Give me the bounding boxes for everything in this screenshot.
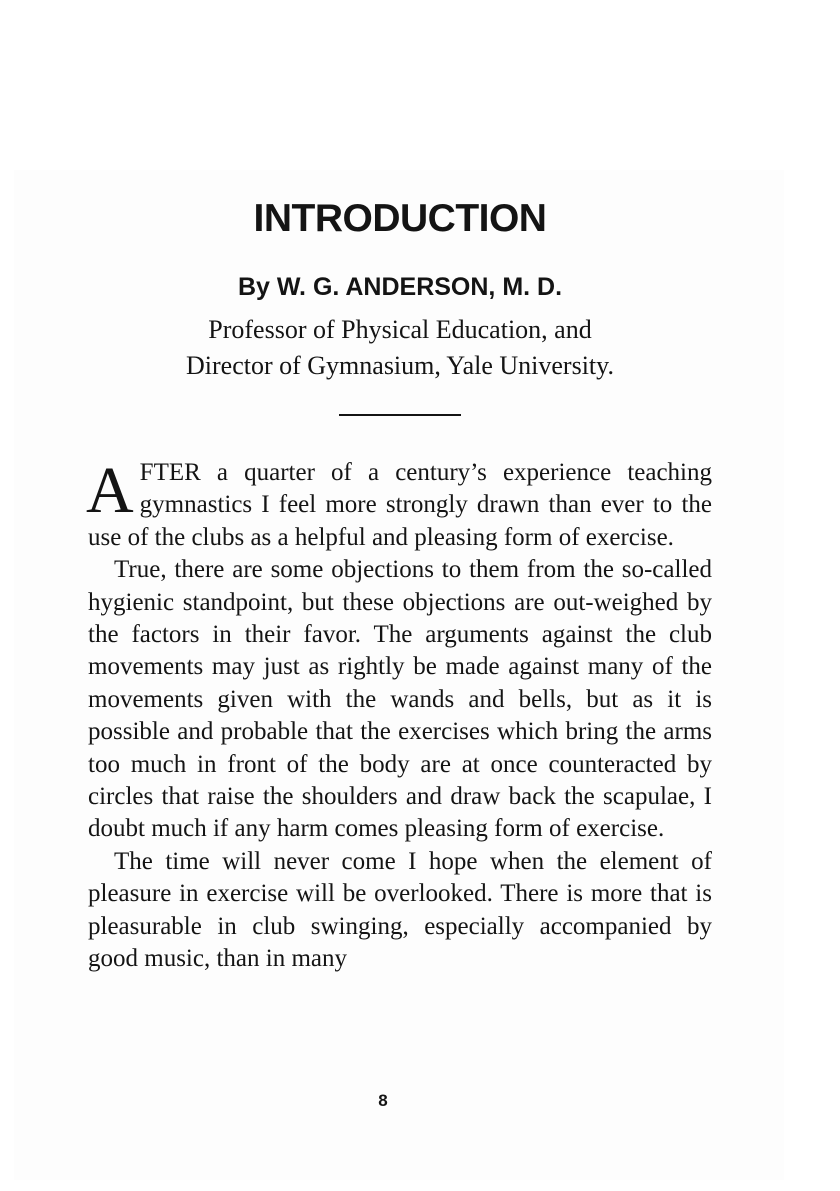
chapter-title: INTRODUCTION <box>253 197 547 240</box>
page-number: 8 <box>378 1091 388 1110</box>
section-divider <box>339 414 461 416</box>
paragraph-2: True, there are some objections to them from the so-called hygienic standpoint, but these objections are out-weighed by the factors in their favor. The arguments against the club movements may just as rightly be made against many of the movements given with the wands and bells, but as it is possible and probable that the exercises which bring the arms too much in front of the body are at once counteracted by circles that raise the shoulders and draw back the scapulae, I doubt much if any harm comes pleasing form of exercise. <box>88 556 712 843</box>
paragraph-1 <box>86 454 712 554</box>
body-text <box>86 454 712 976</box>
author-byline: By W. G. ANDERSON, M. D. <box>237 273 563 301</box>
paragraph-3: The time will never come I hope when the element of pleasure in exercise will be overlooked. There is more that is pleasurable in club swinging, especially accompanied by good music, than in many <box>88 847 712 973</box>
drop-cap: A <box>86 454 134 527</box>
paragraph-1-text: FTER a quarter of a century’s experience teaching gymnastics I feel more strongly drawn than ever to the use of the clubs as a helpful and pleasing form of exercise. <box>88 459 712 551</box>
author-affiliation-line-1: Professor of Physical Education, and <box>208 315 592 344</box>
author-affiliation-line-2: Director of Gymnasium, Yale University. <box>186 351 614 380</box>
